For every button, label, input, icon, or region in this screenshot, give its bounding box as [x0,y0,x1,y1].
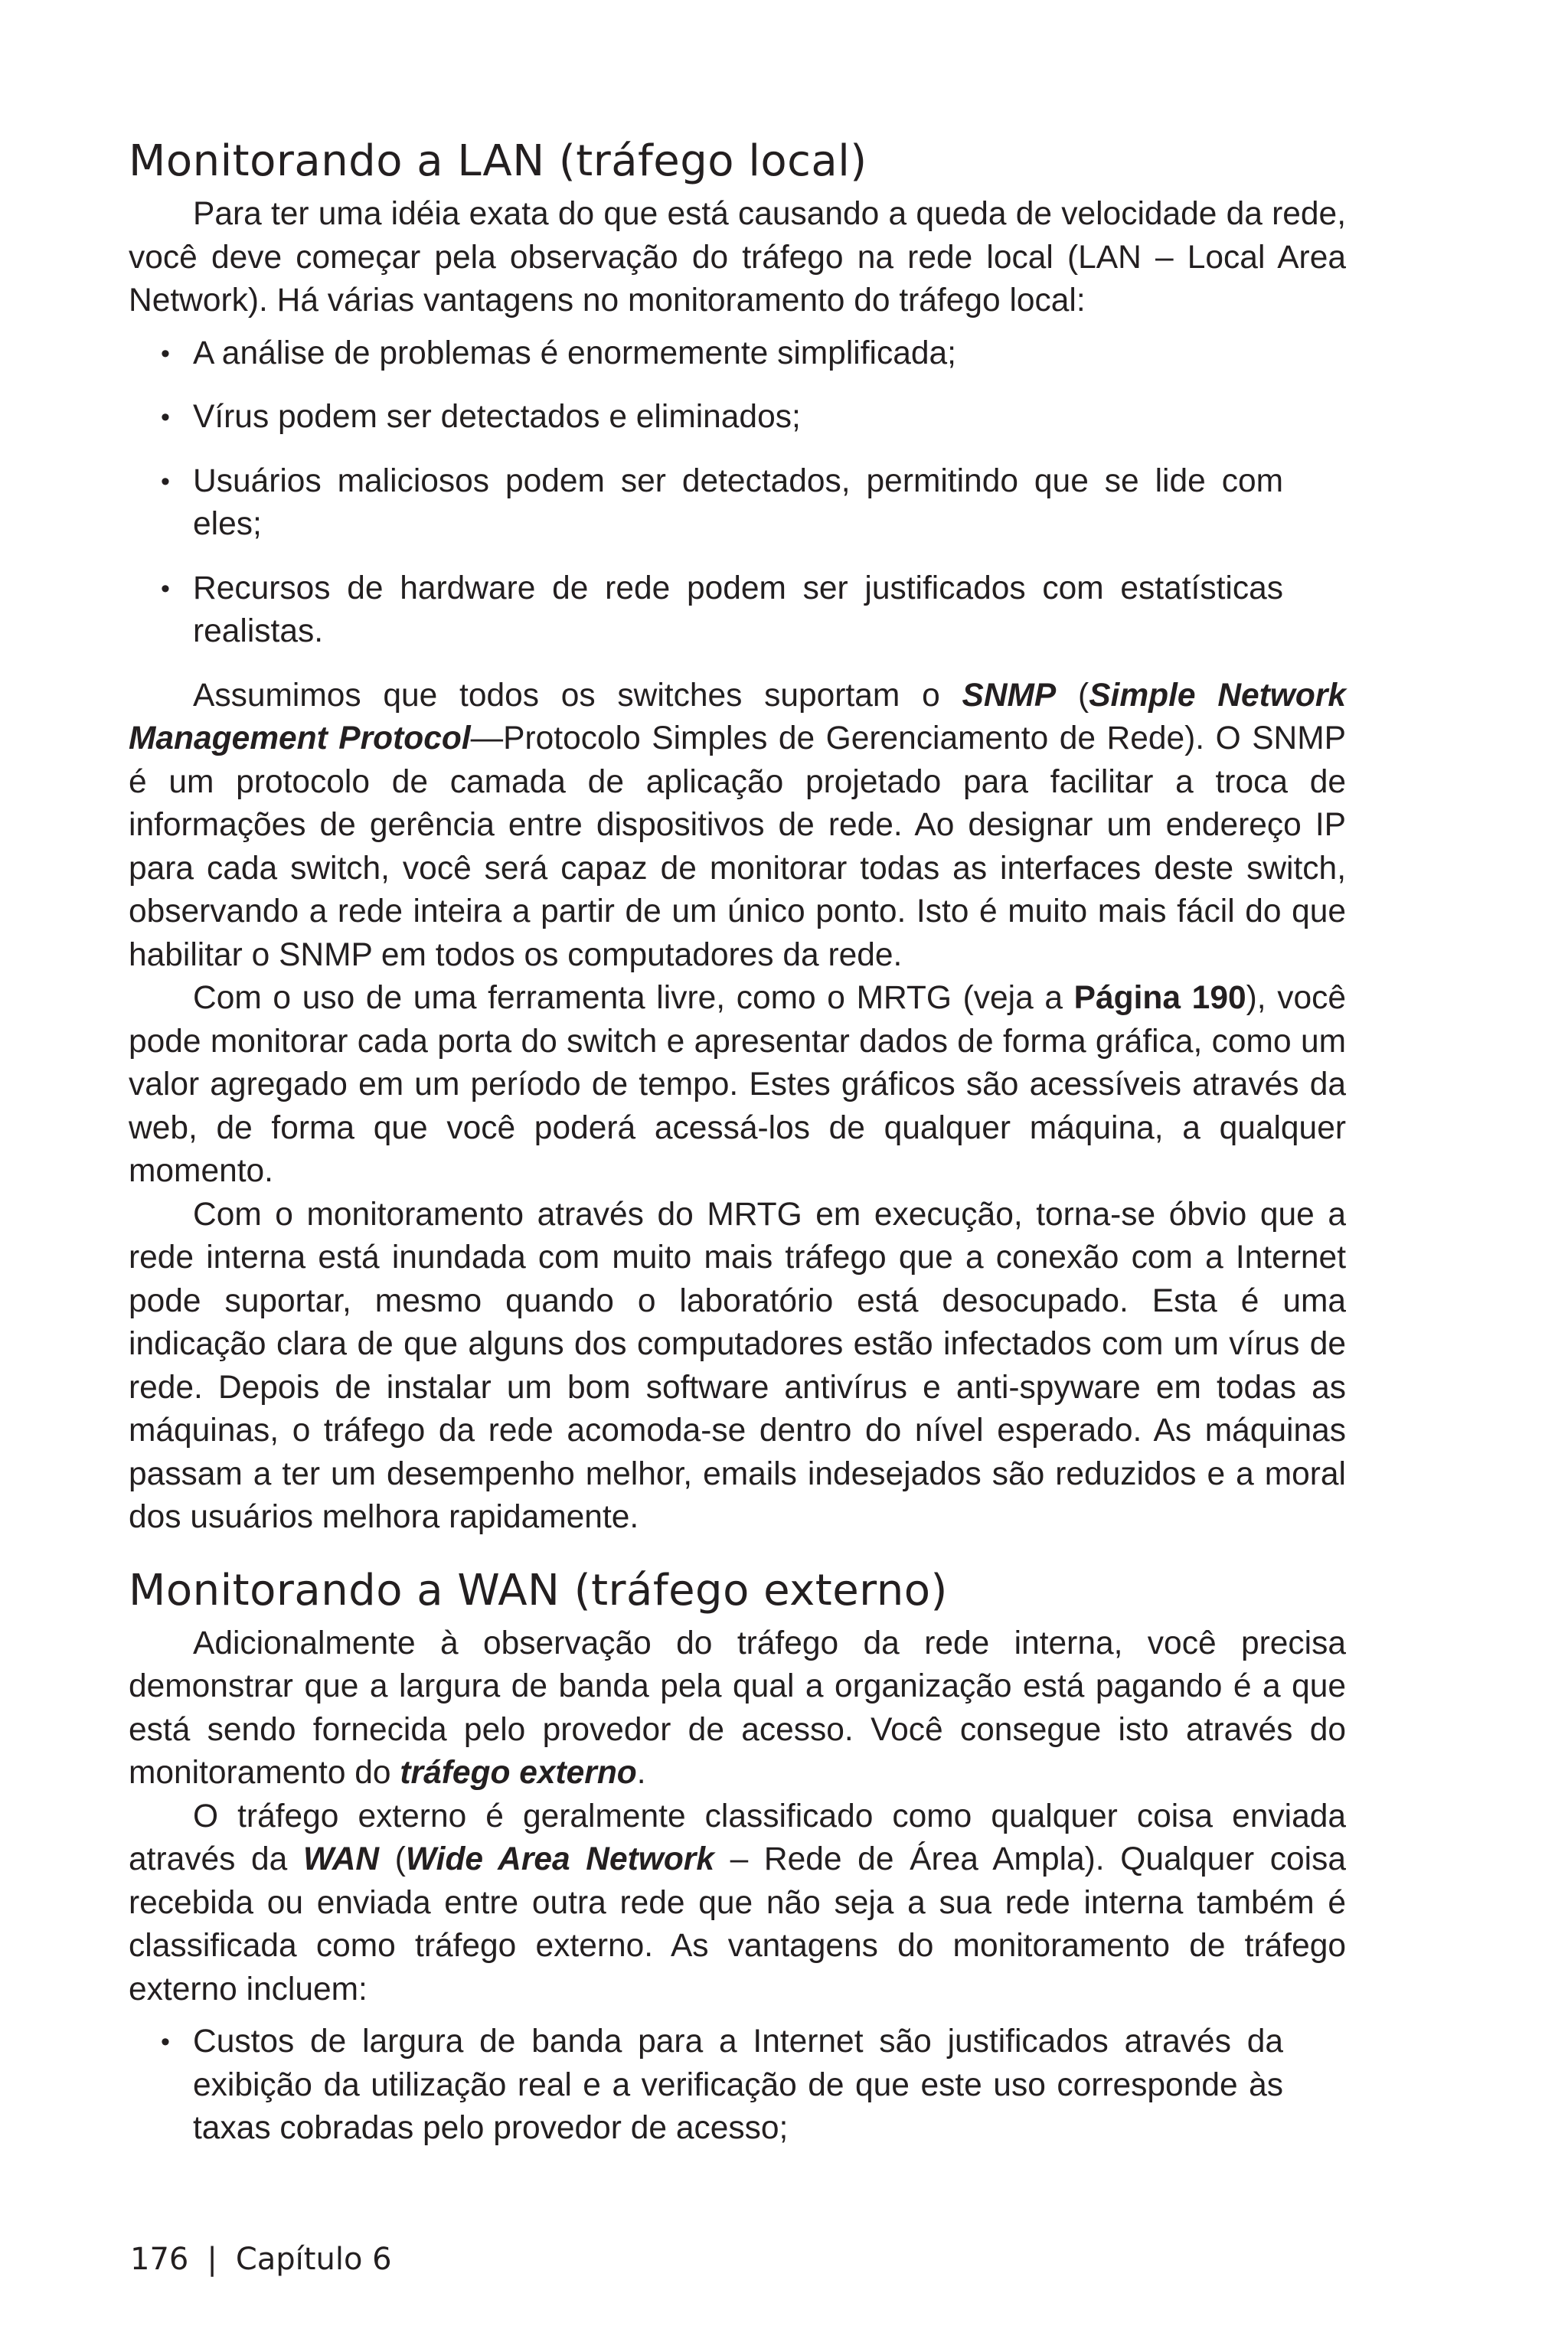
section-heading-lan: Monitorando a LAN (tráfego local) [129,136,867,186]
paragraph [129,1795,1346,2012]
list-item: • Custos de largura de banda para a Internet são justificados através da exibição da utilização real e a verificação de que este uso corresponde às taxas cobradas pelo provedor de acesso; [129,2020,1346,2151]
text-run: ( [379,1841,406,1877]
list-item: • Recursos de hardware de rede podem ser justificados com estatísticas realistas. [129,567,1346,654]
bullet-list [129,2020,1346,2151]
text-run: . [636,1755,646,1791]
text-run: Com o uso de uma ferramenta livre, como o MRTG (veja a [193,980,1074,1016]
paragraph: Para ter uma idéia exata do que está causando a queda de velocidade da rede, você deve começar pela observação do tráfego na rede local (LAN – Local Area Network). Há várias vantagens no monitoramento do tráfego local: [129,196,1346,318]
term-external-traffic: tráfego externo [400,1755,637,1791]
text-run: – Rede de Área Ampla). Qualquer coisa recebida ou enviada entre outra rede que não seja a sua rede interna também é classificada como tráfego externo. As vantagens do monitoramento de tráfego externo incluem: [129,1841,1346,2007]
page-content [129,135,1346,2171]
text-run: Adicionalmente à observação do tráfego da rede interna, você precisa demonstrar que a largura de banda pela qual a organização está pagando é a que está sendo fornecida pelo provedor de acesso. Você consegue isto através do monitoramento do [129,1625,1346,1791]
term-snmp: SNMP [962,677,1057,714]
paragraph [129,675,1346,978]
chapter-label: Capítulo 6 [235,2242,392,2277]
text-run: ( [1056,677,1089,714]
page-number: 176 [130,2242,189,2277]
list-item: • Usuários maliciosos podem ser detectados, permitindo que se lide com eles; [129,460,1346,547]
paragraph [129,1622,1346,1795]
term-snmp-full: Simple Network Management Protocol [129,677,1346,756]
page-footer [130,2240,392,2278]
footer-separator: | [207,2242,217,2277]
bullet-list [129,332,1346,654]
section-heading-wan: Monitorando a WAN (tráfego externo) [129,1565,948,1615]
text-run: O tráfego externo é geralmente classificado como qualquer coisa enviada através da [129,1798,1346,1877]
term-wan-full: Wide Area Network [405,1841,714,1877]
text-run: ), você pode monitorar cada porta do switch e apresentar dados de forma gráfica, como um valor agregado em um período de tempo. Estes gráficos são acessíveis através da web, de forma que você poderá acessá-los de qualquer máquina, a qualquer momento. [129,980,1346,1189]
paragraph [129,977,1346,1194]
text-run: —Protocolo Simples de Gerenciamento de Rede). O SNMP é um protocolo de camada de aplicação projetado para facilitar a troca de informações de gerência entre dispositivos de rede. Ao designar um endereço IP para cada switch, você será capaz de monitorar todas as interfaces deste switch, observando a rede inteira a partir de um único ponto. Isto é muito mais fácil do que habilitar o SNMP em todos os computadores da rede. [129,720,1346,973]
list-item: • A análise de problemas é enormemente simplificada; [129,332,1346,376]
text-run: Assumimos que todos os switches suportam o [193,677,962,714]
page-reference: Página 190 [1073,980,1246,1016]
paragraph: Com o monitoramento através do MRTG em execução, torna-se óbvio que a rede interna está inundada com muito mais tráfego que a conexão com a Internet pode suportar, mesmo quando o laboratório está desocupado. Esta é uma indicação clara de que alguns dos computadores estão infectados com um vírus de rede. Depois de instalar um bom software antivírus e anti-spyware em todas as máquinas, o tráfego da rede acomoda-se dentro do nível esperado. As máquinas passam a ter um desempenho melhor, emails indesejados são reduzidos e a moral dos usuários melhora rapidamente. [129,1196,1346,1535]
term-wan: WAN [302,1841,380,1877]
list-item: • Vírus podem ser detectados e eliminados; [129,396,1346,439]
